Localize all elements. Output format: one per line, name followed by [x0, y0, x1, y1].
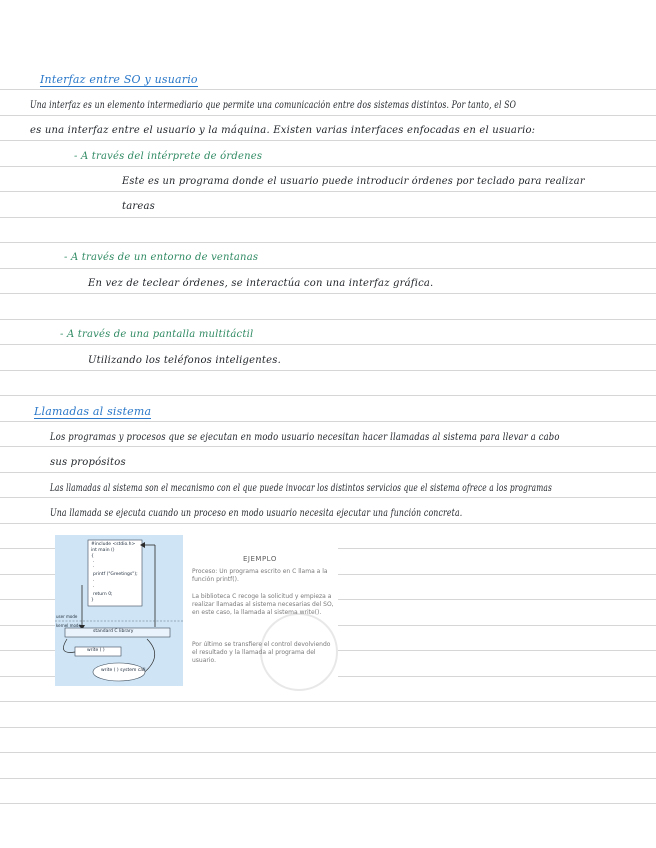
syscalls-line-1: Los programas y procesos que se ejecutan en modo usuario necesitan hacer llamadas al sistema para llevar a cabo [50, 432, 560, 443]
ruled-line [0, 497, 656, 498]
ruled-line [0, 293, 656, 294]
example-paragraph: Proceso: Un programa escrito en C llama a la función printf(). [192, 568, 328, 584]
pasted-figure [55, 535, 338, 686]
subheading-multitactil: - A través de una pantalla multitáctil [60, 329, 254, 340]
ruled-line [0, 115, 656, 116]
ruled-line [0, 803, 656, 804]
ruled-line [0, 395, 656, 396]
ruled-line [0, 217, 656, 218]
syscalls-line-4: Una llamada se ejecuta cuando un proceso en modo usuario necesita ejecutar una función concreta. [50, 508, 463, 519]
ruled-line [0, 268, 656, 269]
diagram-shapes [55, 535, 183, 686]
ruled-line [0, 242, 656, 243]
syscall-diagram [55, 535, 183, 686]
heading-llamadas: Llamadas al sistema [34, 405, 152, 418]
interpreter-line-2: tareas [122, 201, 155, 212]
example-paragraph: Por último se transfiere el control devolviendo el resultado y la llamada al programa del usuario. [192, 641, 331, 665]
write-call-label: write ( ) [87, 648, 105, 653]
syscall-label: write ( ) system call [101, 668, 146, 673]
ruled-line [0, 446, 656, 447]
ruled-line [0, 701, 656, 702]
code-line: } [91, 598, 94, 603]
ruled-line [0, 370, 656, 371]
code-line: return 0; [93, 592, 113, 597]
ruled-line [0, 752, 656, 753]
code-line: #include <stdio.h> [91, 542, 136, 547]
code-line: · [93, 585, 95, 590]
arc-left [63, 639, 75, 652]
syscalls-line-2: sus propósitos [50, 457, 126, 468]
ruled-line [0, 344, 656, 345]
heading-interfaz: Interfaz entre SO y usuario [40, 73, 198, 86]
multitouch-line-1: Utilizando los teléfonos inteligentes. [88, 355, 281, 366]
code-line: · [93, 579, 95, 584]
ruled-line [0, 778, 656, 779]
subheading-ventanas: - A través de un entorno de ventanas [64, 252, 259, 263]
ruled-line [0, 523, 656, 524]
interpreter-line-1: Este es un programa donde el usuario puede introducir órdenes por teclado para realizar [122, 176, 585, 187]
code-line: int main () [91, 548, 115, 553]
library-label: standard C library [93, 629, 134, 634]
example-title: EJEMPLO [243, 555, 277, 563]
ruled-line [0, 140, 656, 141]
ruled-line [0, 191, 656, 192]
code-line: { [91, 554, 94, 559]
syscalls-line-3: Las llamadas al sistema son el mecanismo con el que puede invocar los distintos servicios que el sistema ofrece a los programas [50, 483, 552, 494]
ruled-line [0, 319, 656, 320]
example-paragraph: La biblioteca C recoge la solicitud y empieza a realizar llamadas al sistema necesarias del SO, en este caso, la llamada al sistema write(). [192, 593, 334, 617]
subheading-interprete: - A través del intérprete de órdenes [74, 151, 263, 162]
ruled-line [0, 89, 656, 90]
ruled-line [0, 166, 656, 167]
intro-line-1: Una interfaz es un elemento intermediario que permite una comunicación entre dos sistemas distintos. Por tanto, el SO [30, 100, 517, 111]
code-line: · [93, 560, 95, 565]
code-line: printf ("Greetings"); [93, 572, 138, 577]
ruled-line [0, 727, 656, 728]
ruled-line [0, 472, 656, 473]
intro-line-2: es una interfaz entre el usuario y la máquina. Existen varias interfaces enfocadas en el usuario: [30, 125, 536, 136]
code-line: · [93, 565, 95, 570]
kernel-mode-label: kernel mode [56, 623, 81, 628]
ruled-line [0, 421, 656, 422]
windows-line-1: En vez de teclear órdenes, se interactúa con una interfaz gráfica. [88, 278, 434, 289]
user-mode-label: user mode [56, 614, 78, 619]
